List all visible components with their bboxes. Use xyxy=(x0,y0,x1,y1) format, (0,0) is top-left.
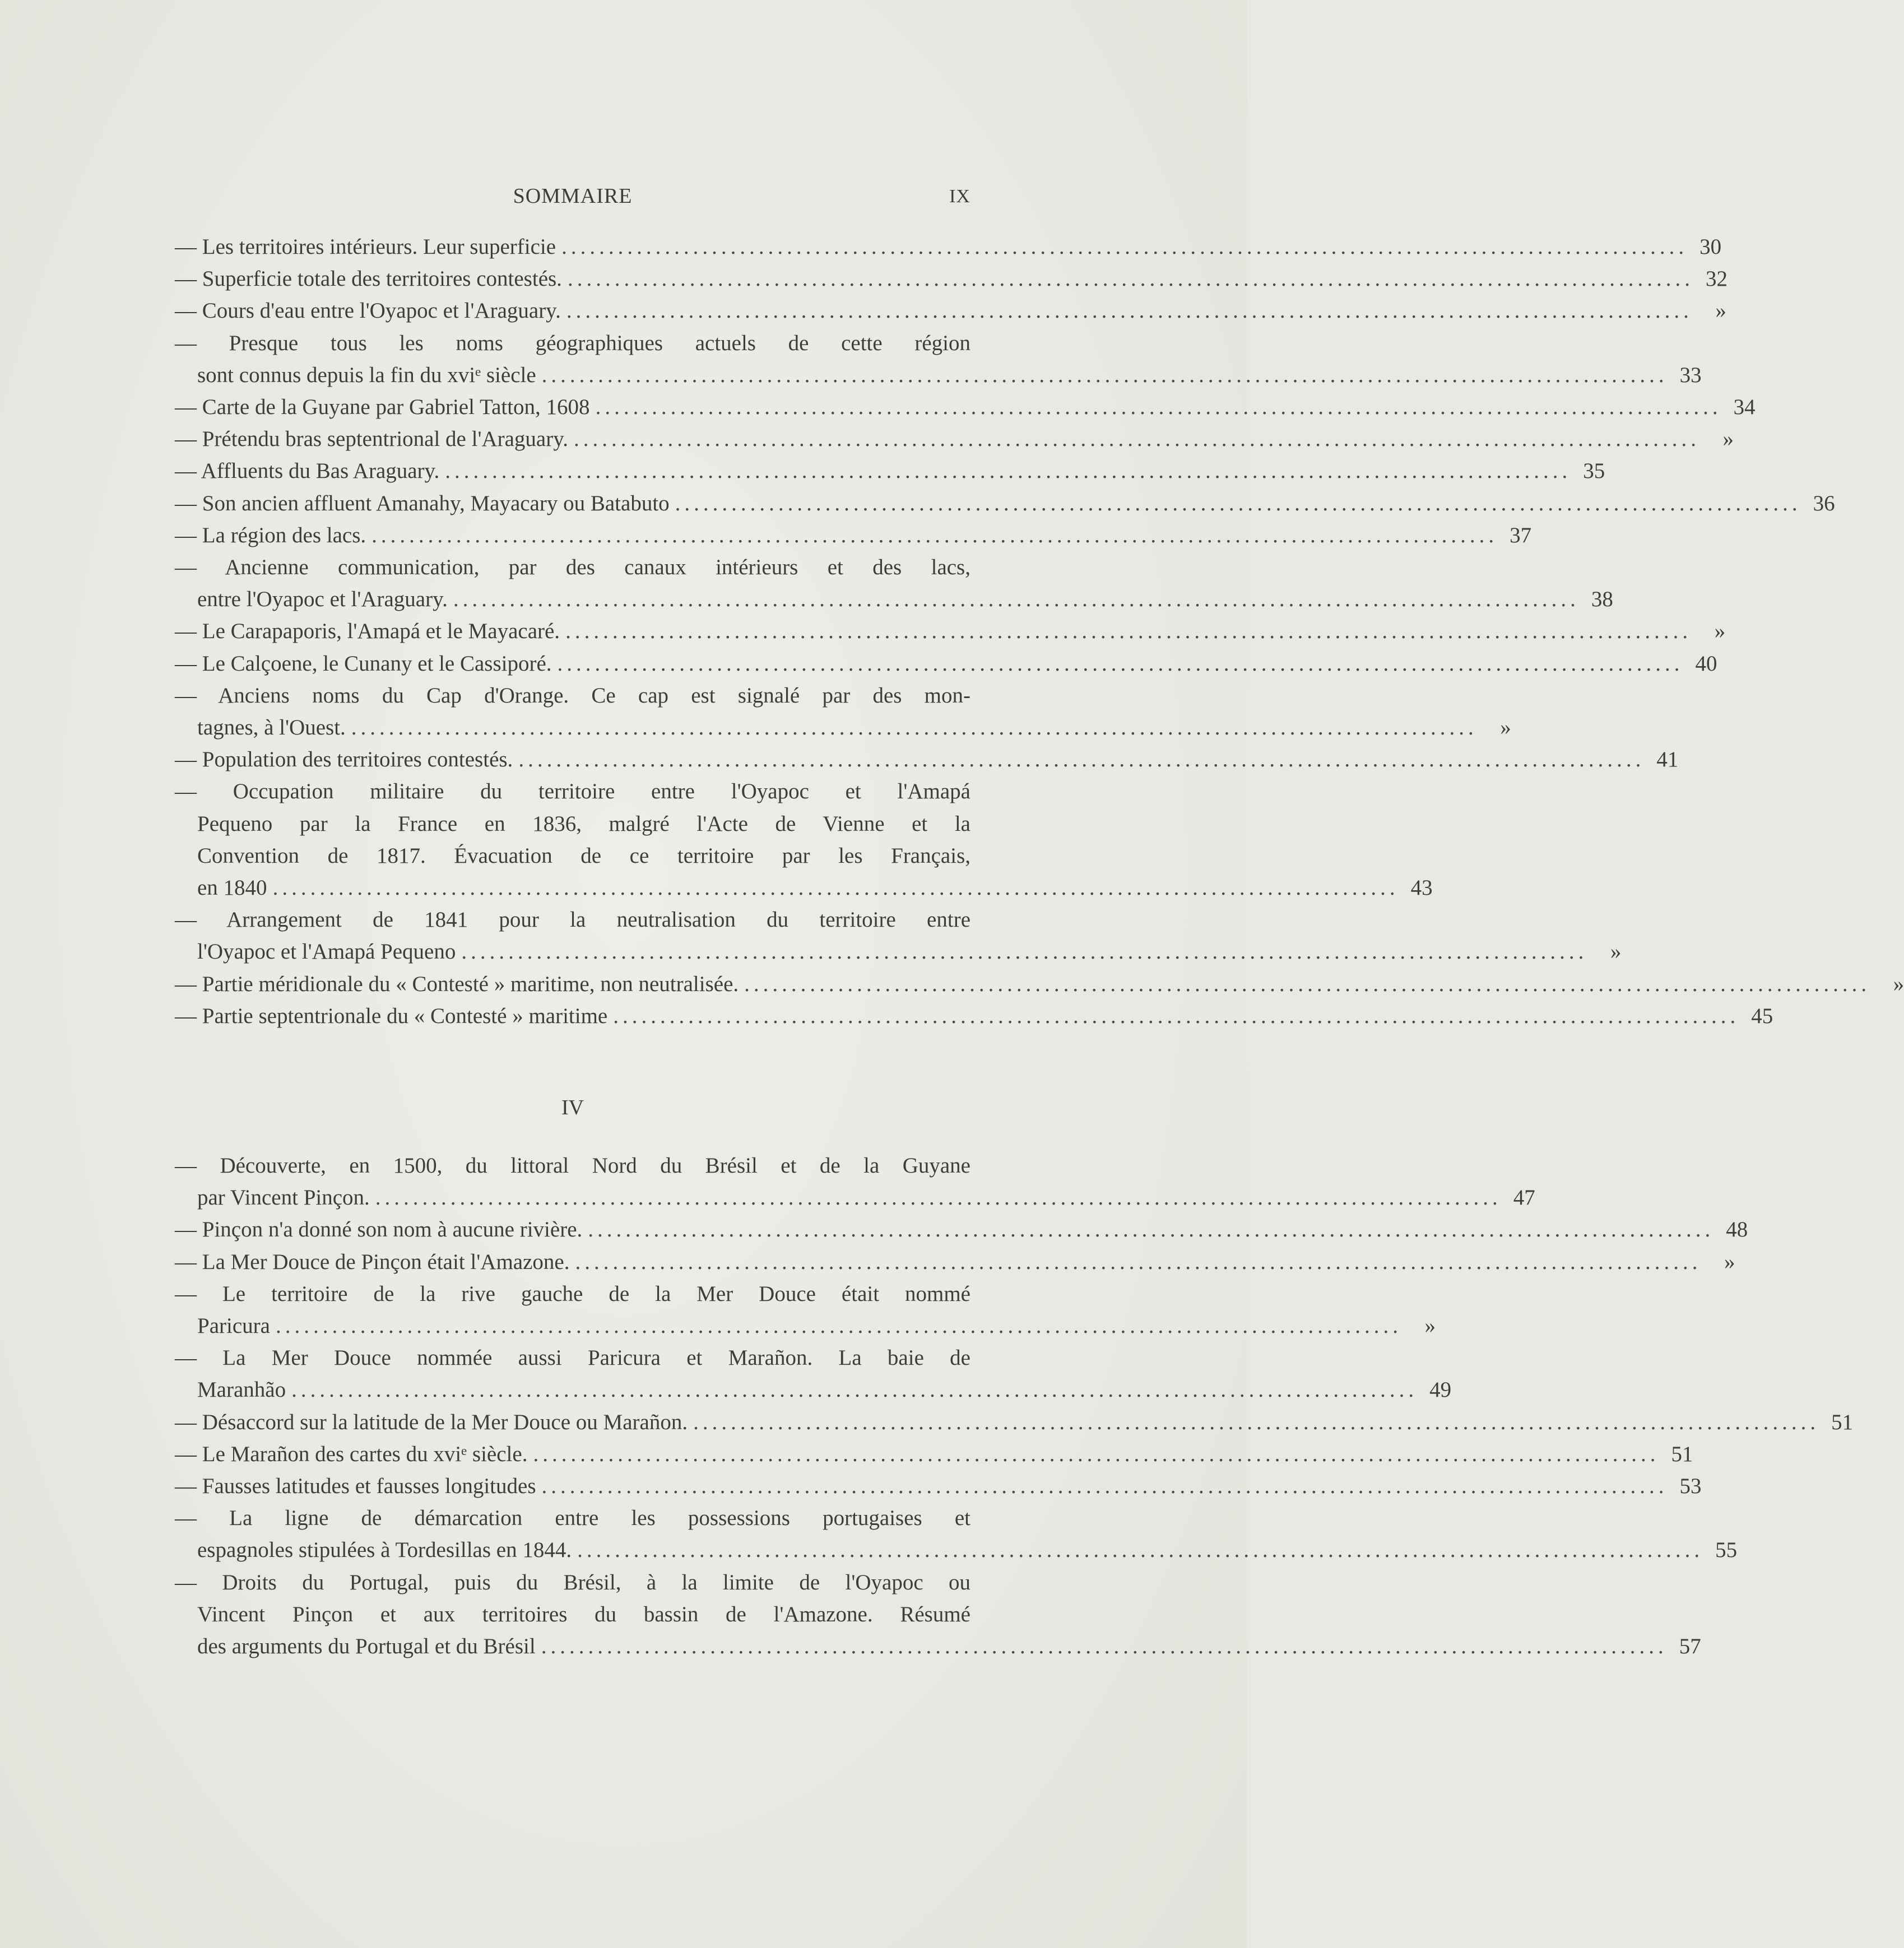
toc-entry-line xyxy=(175,648,1717,680)
dot-leader: ........................................................................................................................ xyxy=(693,1410,1820,1434)
toc-entry-text: — Presque tous les noms géographiques actuels de cette région xyxy=(175,331,970,355)
toc-page-number: 38 xyxy=(1591,587,1613,612)
page-number: IX xyxy=(949,186,970,207)
toc-page-number: 51 xyxy=(1831,1410,1854,1434)
dot-leader: ........................................................................................................................ xyxy=(371,523,1498,547)
toc-entry-text: tagnes, à l'Ouest. xyxy=(197,715,346,740)
dot-leader: ........................................................................................................................ xyxy=(453,587,1580,612)
toc-entry-text: — Partie septentrionale du « Contesté » maritime xyxy=(175,1003,608,1028)
toc-entry-line xyxy=(175,1630,1701,1662)
toc-entry xyxy=(175,648,1717,680)
toc-section-4 xyxy=(175,1150,1854,1662)
dot-leader: ........................................................................................................................ xyxy=(533,1442,1660,1466)
toc-entry xyxy=(175,1150,1535,1214)
dot-leader: ........................................................................................................................ xyxy=(351,715,1478,740)
toc-entry-text: — Droits du Portugal, puis du Brésil, à la limite de l'Oyapoc ou xyxy=(175,1570,970,1594)
toc-entry-text: — Ancienne communication, par des canaux intérieurs et des lacs, xyxy=(175,555,970,580)
toc-entry-line xyxy=(175,263,1727,295)
toc-entry-text: — Partie méridionale du « Contesté » maritime, non neutralisée. xyxy=(175,971,739,996)
toc-page-number: 37 xyxy=(1510,523,1532,547)
toc-entry-line xyxy=(175,1150,970,1182)
section-heading: IV xyxy=(561,1096,584,1119)
toc-entry-line xyxy=(175,1566,970,1598)
toc-entry xyxy=(175,1502,1738,1566)
toc-entry-text: l'Oyapoc et l'Amapá Pequeno xyxy=(197,940,456,964)
toc-entry-text: — Superficie totale des territoires contestés. xyxy=(175,267,562,291)
toc-entry-text: des arguments du Portugal et du Brésil xyxy=(197,1634,536,1659)
toc-entry xyxy=(175,680,1511,743)
toc-entry-text: — Les territoires intérieurs. Leur superficie xyxy=(175,235,556,259)
dot-leader: ........................................................................................................................ xyxy=(588,1217,1715,1242)
toc-entry-line xyxy=(175,519,1532,551)
toc-page-number: » xyxy=(1500,715,1511,740)
toc-entry-line xyxy=(175,1000,1773,1032)
toc-entry-line xyxy=(175,1502,970,1534)
toc-entry-line xyxy=(175,1534,1738,1566)
toc-page-number: » xyxy=(1722,427,1734,452)
toc-entry-text: — Son ancien affluent Amanahy, Mayacary ou Batabuto xyxy=(175,491,670,515)
toc-entry-text: en 1840 xyxy=(197,876,267,900)
dot-leader: ........................................................................................................................ xyxy=(541,1634,1668,1659)
dot-leader: ........................................................................................................................ xyxy=(573,427,1700,452)
toc-entry-line xyxy=(175,1406,1854,1438)
toc-entry-line xyxy=(175,1278,970,1310)
toc-entry-text: Paricura xyxy=(197,1314,270,1338)
toc-page-number: 48 xyxy=(1726,1217,1748,1242)
toc-entry xyxy=(175,1470,1702,1502)
toc-entry-text: — Carte de la Guyane par Gabriel Tatton, 1608 xyxy=(175,395,590,420)
toc-entry-line xyxy=(175,327,970,359)
toc-entry-text: — Le Marañon des cartes du xviᵉ siècle. xyxy=(175,1442,528,1466)
dot-leader: ........................................................................................................................ xyxy=(541,1474,1668,1499)
toc-entry xyxy=(175,1000,1773,1032)
toc-entry-text: sont connus depuis la fin du xviᵉ siècle xyxy=(197,362,536,387)
toc-entry-text: par Vincent Pinçon. xyxy=(197,1185,370,1210)
dot-leader: ........................................................................................................................ xyxy=(744,971,1871,996)
toc-entry xyxy=(175,1246,1735,1278)
toc-entry xyxy=(175,615,1726,647)
toc-entry-line xyxy=(175,840,970,872)
toc-entry xyxy=(175,1406,1854,1438)
toc-entry-line xyxy=(175,1438,1693,1470)
toc-page-number: 35 xyxy=(1583,459,1605,483)
dot-leader: ........................................................................................................................ xyxy=(567,267,1694,291)
toc-section-3 xyxy=(175,231,1904,1032)
toc-entry-text: — Le territoire de la rive gauche de la Mer Douce était nommé xyxy=(175,1281,970,1306)
toc-entry-line xyxy=(175,551,970,583)
toc-entry-text: espagnoles stipulées à Tordesillas en 1844. xyxy=(197,1538,572,1563)
toc-entry xyxy=(175,263,1727,295)
page-header xyxy=(175,184,970,212)
dot-leader: ........................................................................................................................ xyxy=(557,651,1684,676)
toc-page-number: 53 xyxy=(1679,1474,1702,1499)
toc-page-number: 57 xyxy=(1679,1634,1701,1659)
toc-entry-line xyxy=(175,1470,1702,1502)
toc-page-number: 47 xyxy=(1513,1185,1535,1210)
toc-entry-text: — Le Calçoene, le Cunany et le Cassiporé. xyxy=(175,651,552,676)
toc-entry xyxy=(175,1438,1693,1470)
dot-leader: ........................................................................................................................ xyxy=(561,235,1688,259)
dot-leader: ........................................................................................................................ xyxy=(566,299,1693,323)
toc-entry xyxy=(175,423,1734,455)
toc-page-number: » xyxy=(1714,619,1726,644)
toc-entry xyxy=(175,1214,1748,1245)
toc-entry-line xyxy=(175,680,970,712)
dot-leader: ........................................................................................................................ xyxy=(613,1003,1740,1028)
toc-entry-text: — Prétendu bras septentrional de l'Araguary. xyxy=(175,427,568,452)
toc-entry-line xyxy=(175,872,1433,904)
toc-entry-text: — Cours d'eau entre l'Oyapoc et l'Araguary. xyxy=(175,299,561,323)
toc-entry xyxy=(175,1342,1452,1406)
dot-leader: ........................................................................................................................ xyxy=(291,1378,1418,1402)
toc-entry xyxy=(175,1278,1436,1342)
toc-entry-text: entre l'Oyapoc et l'Araguary. xyxy=(197,587,448,612)
toc-page-number: 49 xyxy=(1429,1378,1452,1402)
toc-entry-line xyxy=(175,615,1726,647)
toc-entry-line xyxy=(175,1598,970,1630)
toc-entry-line xyxy=(175,583,1613,615)
toc-entry xyxy=(175,775,1433,904)
toc-page-number: » xyxy=(1424,1314,1436,1338)
toc-entry-line xyxy=(175,936,1622,968)
toc-entry xyxy=(175,1566,1701,1663)
toc-entry-line xyxy=(175,1310,1436,1342)
toc-entry-text: Pequeno par la France en 1836, malgré l'Acte de Vienne et la xyxy=(197,811,970,836)
toc-entry-line xyxy=(175,391,1756,423)
dot-leader: ........................................................................................................................ xyxy=(518,747,1645,772)
toc-entry-line xyxy=(175,1342,970,1374)
toc-entry-text: — Affluents du Bas Araguary. xyxy=(175,459,440,483)
dot-leader: ........................................................................................................................ xyxy=(445,459,1572,483)
toc-entry-text: — Population des territoires contestés. xyxy=(175,747,513,772)
toc-entry-line xyxy=(175,1182,1535,1214)
toc-entry-line xyxy=(175,775,970,807)
toc-entry-line xyxy=(175,904,970,936)
toc-page-number: 51 xyxy=(1671,1442,1693,1466)
toc-entry xyxy=(175,487,1835,519)
toc-entry-text: — Pinçon n'a donné son nom à aucune rivière. xyxy=(175,1217,583,1242)
toc-entry-text: Vincent Pinçon et aux territoires du bassin de l'Amazone. Résumé xyxy=(197,1602,970,1626)
toc-page-number: 32 xyxy=(1705,267,1727,291)
toc-entry xyxy=(175,295,1726,327)
toc-entry-text: — La Mer Douce nommée aussi Paricura et Marañon. La baie de xyxy=(175,1346,970,1370)
toc-entry-line xyxy=(175,423,1734,455)
toc-entry-line xyxy=(175,1374,1452,1406)
toc-entry-text: — Désaccord sur la latitude de la Mer Douce ou Marañon. xyxy=(175,1410,688,1434)
toc-entry-text: Convention de 1817. Évacuation de ce territoire par les Français, xyxy=(197,843,970,868)
toc-entry xyxy=(175,551,1613,615)
toc-entry-text: — La Mer Douce de Pinçon était l'Amazone. xyxy=(175,1249,570,1274)
toc-page-number: 45 xyxy=(1751,1003,1773,1028)
toc-entry-line xyxy=(175,455,1605,487)
toc-page-number: » xyxy=(1715,299,1726,323)
dot-leader: ........................................................................................................................ xyxy=(375,1185,1502,1210)
toc-page-number: 55 xyxy=(1715,1538,1738,1563)
toc-entry-text: — La région des lacs. xyxy=(175,523,366,547)
dot-leader: ........................................................................................................................ xyxy=(461,940,1588,964)
toc-entry xyxy=(175,327,1702,391)
dot-leader: ........................................................................................................................ xyxy=(272,876,1399,900)
toc-entry-line xyxy=(175,968,1904,1000)
dot-leader: ........................................................................................................................ xyxy=(275,1314,1402,1338)
toc-page-number: 40 xyxy=(1695,651,1717,676)
toc-entry-line xyxy=(175,487,1835,519)
dot-leader: ........................................................................................................................ xyxy=(565,619,1692,644)
toc-entry-text: — Occupation militaire du territoire entre l'Oyapoc et l'Amapá xyxy=(175,779,970,804)
toc-entry-text: — Le Carapaporis, l'Amapá et le Mayacaré. xyxy=(175,619,560,644)
toc-entry xyxy=(175,968,1904,1000)
toc-entry-text: — Découverte, en 1500, du littoral Nord du Brésil et de la Guyane xyxy=(175,1154,970,1178)
toc-entry-text: — Anciens noms du Cap d'Orange. Ce cap est signalé par des mon- xyxy=(175,683,970,708)
toc-entry-line xyxy=(175,295,1726,327)
toc-entry xyxy=(175,743,1679,775)
toc-entry xyxy=(175,231,1722,263)
toc-entry xyxy=(175,455,1605,487)
dot-leader: ........................................................................................................................ xyxy=(577,1538,1704,1563)
toc-entry-line xyxy=(175,712,1511,743)
toc-page-number: » xyxy=(1610,940,1622,964)
toc-entry xyxy=(175,391,1756,423)
dot-leader: ........................................................................................................................ xyxy=(575,1249,1702,1274)
dot-leader: ........................................................................................................................ xyxy=(675,491,1801,515)
dot-leader: ........................................................................................................................ xyxy=(595,395,1722,420)
toc-entry-text: — Arrangement de 1841 pour la neutralisation du territoire entre xyxy=(175,908,970,932)
toc-page-number: 41 xyxy=(1656,747,1679,772)
toc-entry-line xyxy=(175,808,970,840)
toc-page-number: 30 xyxy=(1699,235,1722,259)
toc-entry-line xyxy=(175,743,1679,775)
toc-entry-text: — La ligne de démarcation entre les possessions portugaises et xyxy=(175,1506,970,1531)
toc-page-number: 43 xyxy=(1410,876,1433,900)
running-title: SOMMAIRE xyxy=(513,184,633,208)
toc-page-number: » xyxy=(1893,971,1904,996)
dot-leader: ........................................................................................................................ xyxy=(541,362,1668,387)
toc-entry-line xyxy=(175,359,1702,391)
toc-entry-text: Maranhão xyxy=(197,1378,286,1402)
toc-entry xyxy=(175,904,1622,968)
toc-entry xyxy=(175,519,1532,551)
toc-page-number: 36 xyxy=(1813,491,1835,515)
toc-entry-line xyxy=(175,1214,1748,1245)
toc-entry-text: — Fausses latitudes et fausses longitudes xyxy=(175,1474,536,1499)
toc-entry-line xyxy=(175,231,1722,263)
toc-entry-line xyxy=(175,1246,1735,1278)
toc-page-number: 34 xyxy=(1733,395,1756,420)
toc-page-number: 33 xyxy=(1679,362,1702,387)
toc-page-number: » xyxy=(1724,1249,1735,1274)
